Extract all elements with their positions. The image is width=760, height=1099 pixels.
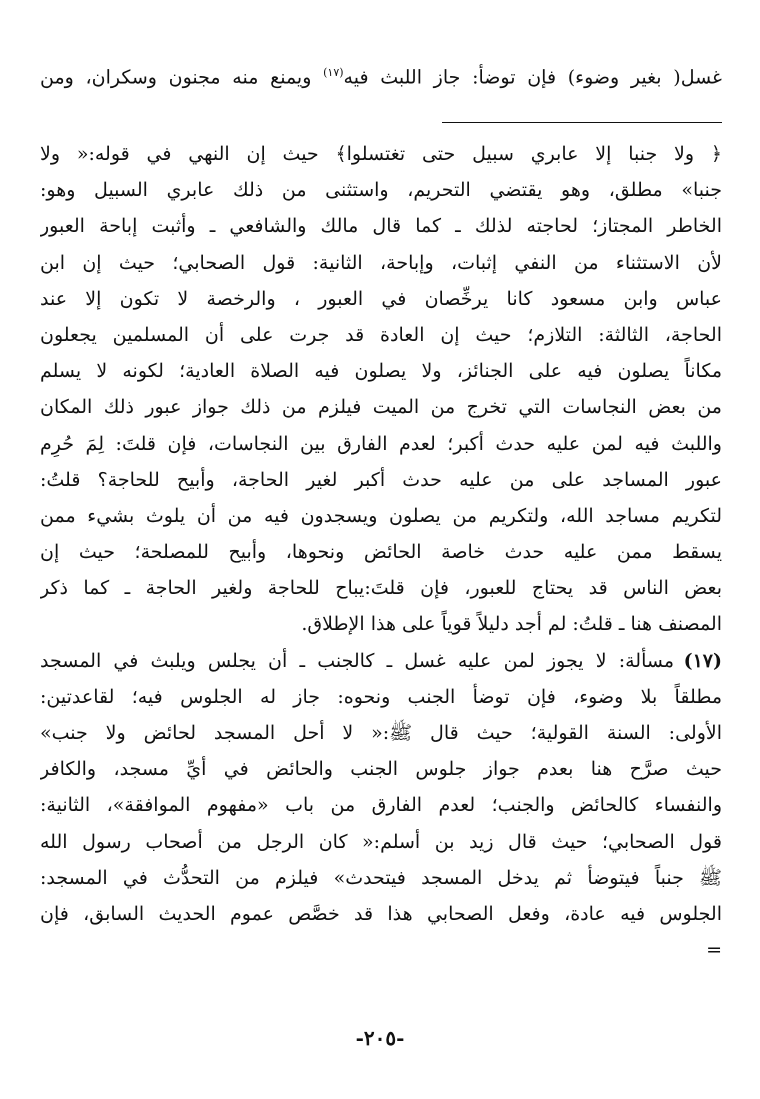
footnote-line: بعض الناس قد يحتاج للعبور، فإن قلتَ:يباح للحاجة ولغير الحاجة ـ كما ذكر	[40, 577, 722, 600]
footnote-line: عباس وابن مسعود كانا يرخِّصان في العبور ، والرخصة لا تكون إلا عند	[40, 287, 722, 310]
footnote-separator	[442, 122, 722, 123]
footnote-line: المصنف هنا ـ قلتُ: لم أجد دليلاً قوياً على هذا الإطلاق.	[301, 613, 722, 636]
footnote-line: واللبث فيه لمن عليه حدث أكبر؛ لعدم الفارق بين النجاسات، فإن قلتَ: لِمَ حُرِم	[40, 432, 722, 455]
footnote-17	[40, 643, 722, 969]
footnote-line: والنفساء كالحائض والجنب؛ لعدم الفارق من باب «مفهوم الموافقة»، الثانية:	[40, 794, 722, 817]
footnote-line: لتكريم مساجد الله، ولتكريم من يصلون ويسجدون فيه من أن يلوث بشيء ممن	[40, 504, 722, 527]
main-text-tail: ويمنع منه مجنون وسكران، ومن	[40, 66, 324, 89]
footnote-line: الأولى: السنة القولية؛ حيث قال ﷺ:« لا أحل المسجد لحائض ولا جنب»	[40, 722, 722, 744]
footnote-line: من بعض النجاسات التي تخرج من الميت فيلزم من ذلك جواز عبور ذلك المكان	[40, 396, 722, 419]
continuation-mark: =	[706, 939, 722, 962]
footnote-reference: (١٧)	[323, 66, 344, 79]
footnote-line: ﷺ جنباً فيتوضأ ثم يدخل المسجد فيتحدث» فيلزم من التحدُّث في المسجد:	[40, 866, 722, 889]
footnote-line: لأن الاستثناء من النفي إثبات، وإباحة، الثانية: قول الصحابي؛ حيث إن ابن	[40, 251, 722, 274]
footnotes	[40, 136, 722, 968]
page-number: -٢٠٥-	[355, 1026, 405, 1050]
footnote-line: قول الصحابي؛ حيث قال زيد بن أسلم:« كان الرجل من أصحاب رسول الله	[40, 830, 722, 853]
footnote-line: ﴿ ولا جنبا إلا عابري سبيل حتى تغتسلوا﴾ حيث إن النهي في قوله:« ولا	[40, 143, 722, 165]
footnote-line: مسألة: لا يجوز لمن عليه غسل ـ كالجنب ـ أن يجلس ويلبث في المسجد	[40, 649, 674, 672]
main-text: غسل( بغير وضوء) فإن توضأ: جاز اللبث فيه	[343, 66, 722, 89]
footnote-line: عبور المساجد على من عليه حدث أكبر لغير الحاجة، وأبيح للحاجة؟ قلتُ:	[40, 468, 722, 491]
footnote-line: الخاطر المجتاز؛ لحاجته لذلك ـ كما قال مالك والشافعي ـ وأثبت إباحة العبور	[40, 215, 722, 238]
footnote-number: (١٧)	[683, 649, 722, 672]
footnote-line: جنبا» مطلق، وهو يقتضي التحريم، واستثنى من ذلك عابري السبيل وهو:	[40, 179, 722, 202]
footnote-line: الجلوس فيه عادة، وفعل الصحابي هذا قد خصَّص عموم الحديث السابق، فإن	[40, 902, 722, 925]
footnote-line: يسقط ممن عليه حدث خاصة الحائض ونحوها، وأبيح للمصلحة؛ حيث إن	[40, 541, 722, 564]
footnote-line: مطلقاً بلا وضوء، فإن توضأ الجنب ونحوه: جاز له الجلوس فيه؛ لقاعدتين:	[40, 685, 722, 708]
main-text-line	[40, 58, 722, 92]
footnote-line: مكاناً يصلون فيه على الجنائز، ولا يصلون فيه الصلاة العادية؛ لكونه لا يسلم	[40, 360, 722, 383]
footnote-line: حيث صرَّح هنا بعدم جواز جلوس الجنب والحائض في أيِّ مسجد، والكافر	[40, 758, 722, 781]
footnote-line: الحاجة، الثالثة: التلازم؛ حيث إن العادة قد جرت على أن المسلمين يجعلون	[40, 323, 722, 346]
